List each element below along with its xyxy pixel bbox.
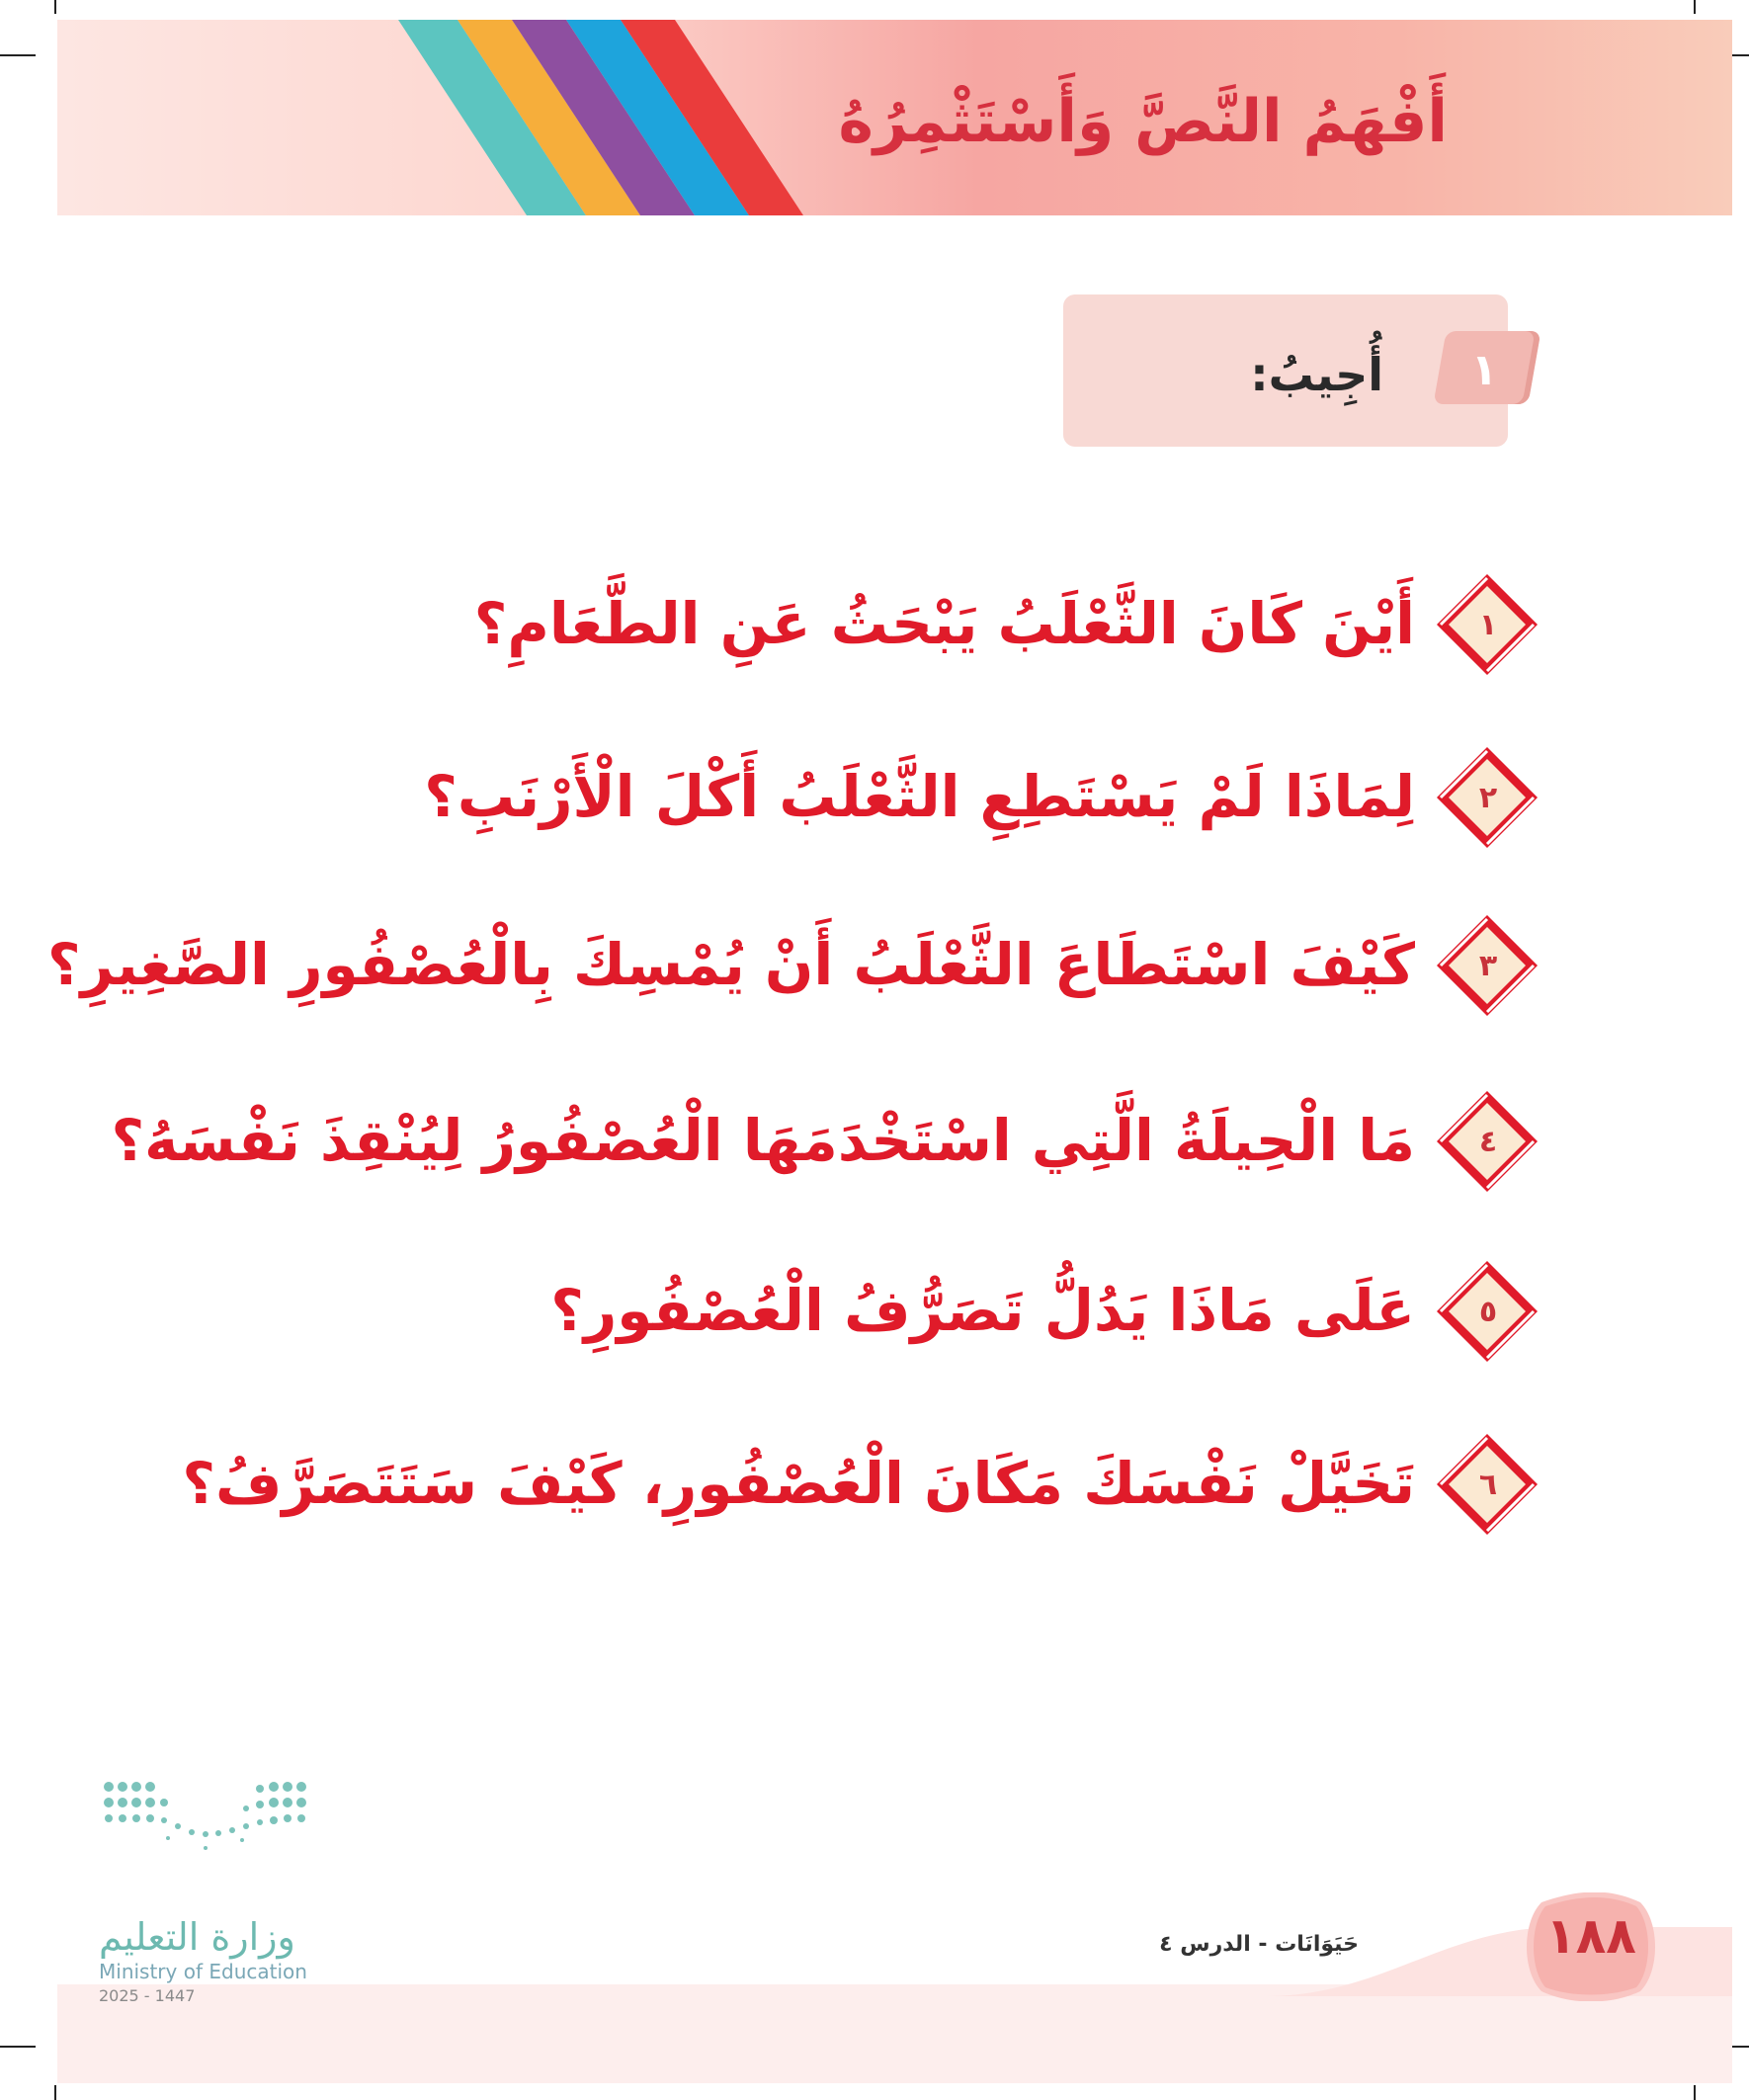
question-text: لِمَاذَا لَمْ يَسْتَطِعِ الثَّعْلَبُ أَكْلَ الْأَرْنَبِ؟: [424, 763, 1415, 830]
ministry-logo-dots: [99, 1777, 311, 1895]
question-text: أَيْنَ كَانَ الثَّعْلَبُ يَبْحَثُ عَنِ الطَّعَامِ؟: [473, 590, 1415, 657]
question-row-6: [49, 1430, 1532, 1539]
ministry-name-ar: وزارة التعليم: [99, 1915, 295, 1959]
question-text: مَا الْحِيلَةُ الَّتِي اسْتَخْدَمَهَا الْعُصْفُورُ لِيُنْقِذَ نَفْسَهُ؟: [111, 1107, 1415, 1174]
ministry-name-en: Ministry of Education: [99, 1960, 307, 1983]
question-number: ١: [1478, 608, 1498, 642]
question-badge: [1433, 1430, 1541, 1539]
crop-mark-top-right-v: [1694, 0, 1696, 14]
crop-mark-top-left-h: [0, 54, 36, 56]
question-badge: [1433, 1257, 1541, 1366]
question-row-2: [49, 743, 1532, 852]
footer-lesson-label: حَيَوَانَات - الدرس ٤: [1159, 1932, 1359, 1957]
question-text: عَلَى مَاذَا يَدُلُّ تَصَرُّفُ الْعُصْفُورِ؟: [550, 1277, 1415, 1344]
question-number: ٥: [1478, 1295, 1498, 1329]
question-number: ٤: [1478, 1125, 1498, 1159]
question-badge: [1433, 743, 1541, 852]
question-row-4: [49, 1087, 1532, 1196]
question-number: ٢: [1478, 781, 1498, 815]
question-badge: [1433, 911, 1541, 1020]
question-text: كَيْفَ اسْتَطَاعَ الثَّعْلَبُ أَنْ يُمْسِكَ بِالْعُصْفُورِ الصَّغِيرِ؟: [46, 931, 1415, 998]
page-number: ١٨٨: [1545, 1907, 1636, 1965]
crop-mark-top-left-v: [54, 0, 56, 14]
page-title: أَفْهَمُ النَّصَّ وَأَسْتَثْمِرُهُ: [838, 87, 1448, 156]
question-row-1: [49, 570, 1532, 679]
question-badge: [1433, 1087, 1541, 1196]
ministry-year: 2025 - 1447: [99, 1986, 196, 2005]
question-row-5: [49, 1257, 1532, 1366]
section-label: أُجِيبُ:: [1250, 348, 1383, 401]
question-row-3: [46, 911, 1532, 1020]
question-number: ٦: [1478, 1468, 1498, 1502]
question-number: ٣: [1478, 949, 1498, 983]
footer-band: [57, 1984, 1732, 2083]
section-number: ١: [1470, 345, 1498, 395]
crop-mark-bottom-left-v: [54, 2085, 56, 2100]
crop-mark-bottom-left-h: [0, 2046, 36, 2048]
question-badge: [1433, 570, 1541, 679]
question-text: تَخَيَّلْ نَفْسَكَ مَكَانَ الْعُصْفُورِ، كَيْفَ سَتَتَصَرَّفُ؟: [182, 1450, 1415, 1517]
crop-mark-bottom-right-v: [1694, 2085, 1696, 2100]
